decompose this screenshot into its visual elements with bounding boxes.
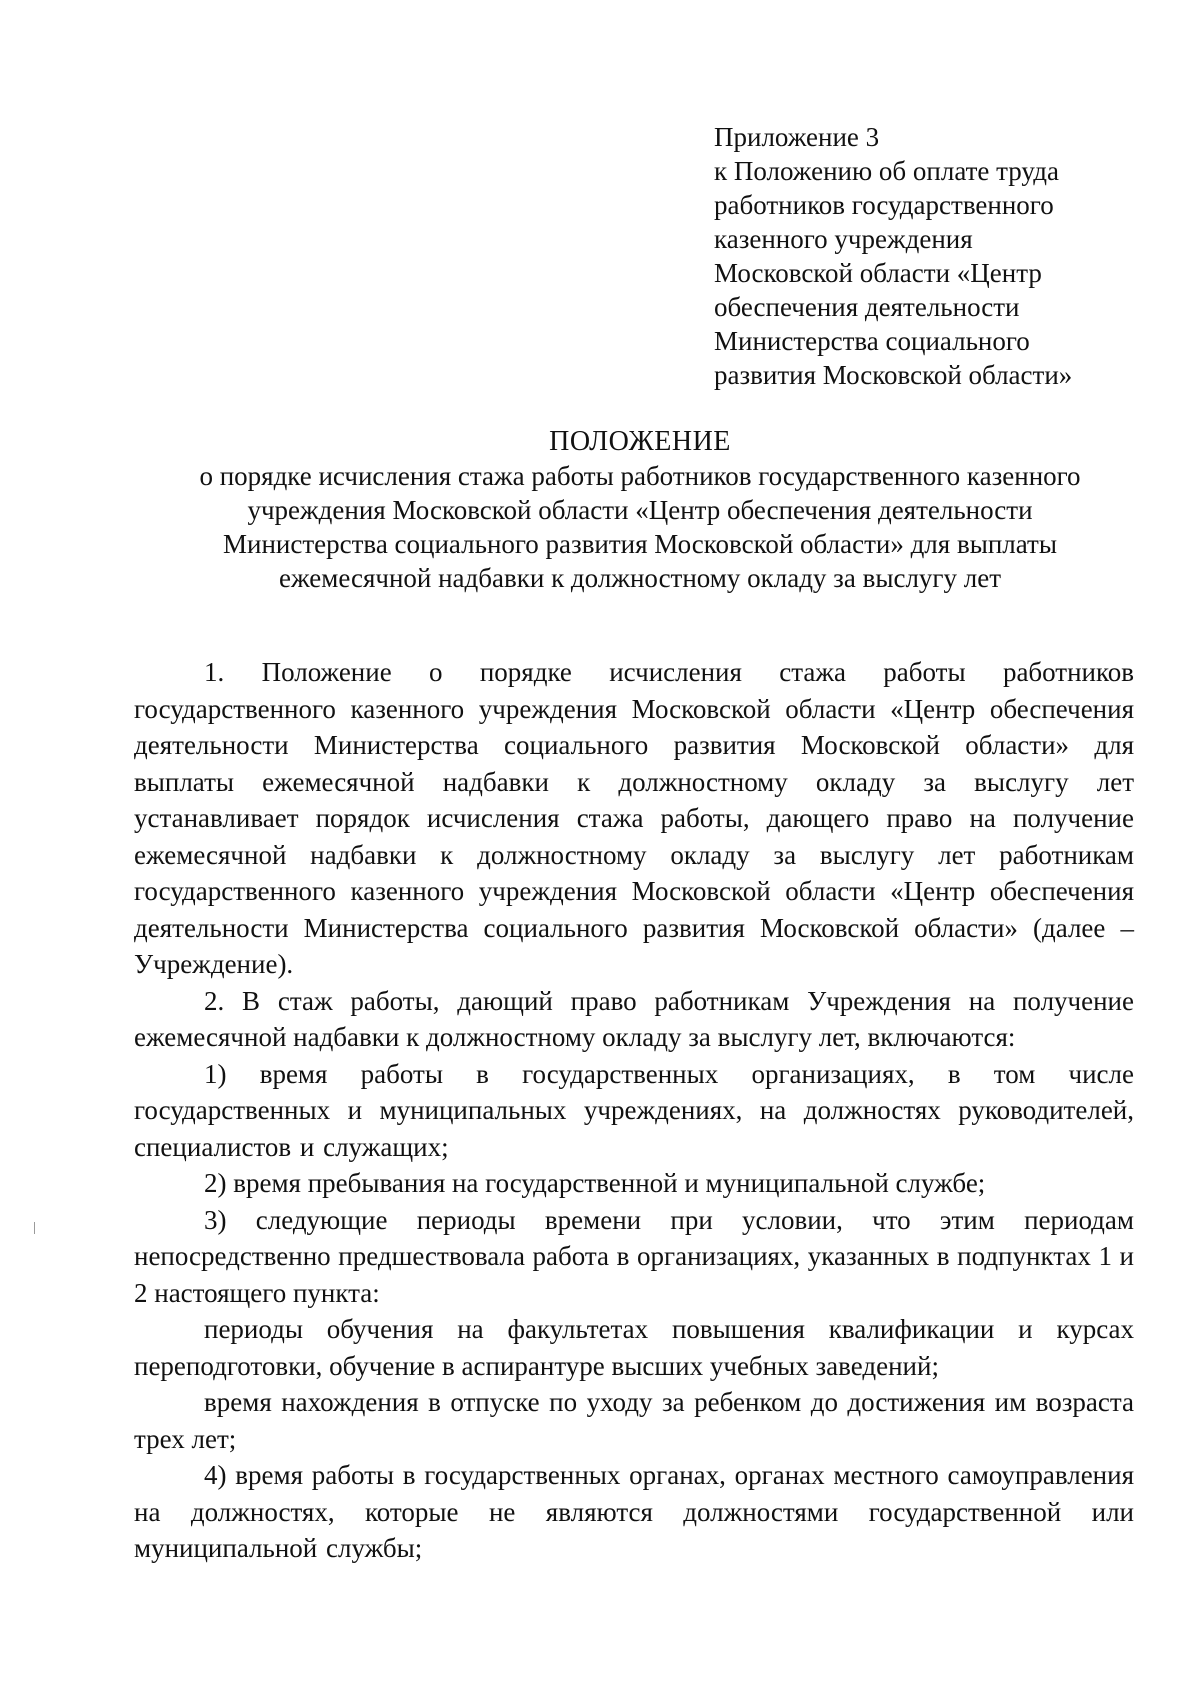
appendix-line: развития Московской области» (714, 360, 1073, 390)
paragraph-2: 2. В стаж работы, дающий право работникам Учреждения на получение ежемесячной надбавки к должностному окладу за выслугу лет, включаются: (134, 985, 1134, 1052)
subtitle-line: учреждения Московской области «Центр обеспечения деятельности (247, 495, 1033, 525)
paragraph-1: 1. Положение о порядке исчисления стажа работы работников государственного казенного учреждения Московской области «Центр обеспечения деятельности Министерства социального развития Московской области» для выплаты ежемесячной надбавки к должностному окладу за выслугу лет устанавливает порядок исчисления стажа работы, дающего право на получение ежемесячной надбавки к должностному окладу за выслугу лет работникам государственного казенного учреждения Московской области «Центр обеспечения деятельности Министерства социального развития Московской области» (далее – Учреждение). (134, 657, 1134, 979)
document-heading (150, 425, 1130, 595)
subitem-3-leave: время нахождения в отпуске по уходу за ребенком до достижения им возраста трех лет; (134, 1387, 1134, 1454)
subitem-1: 1) время работы в государственных организациях, в том числе государственных и муниципальных учреждениях, на должностях руководителей, специалистов и служащих; (134, 1058, 1134, 1162)
subitem-4: 4) время работы в государственных органах, органах местного самоуправления на должностях, которые не являются должностями государственной или муниципальной службы; (134, 1460, 1134, 1563)
subitem-3-study: периоды обучения на факультетах повышения квалификации и курсах переподготовки, обучение в аспирантуре высших учебных заведений; (134, 1314, 1134, 1381)
subtitle-line: Министерства социального развития Московской области» для выплаты (223, 529, 1057, 559)
appendix-line: работников государственного (714, 190, 1054, 220)
appendix-line: обеспечения деятельности (714, 292, 1020, 322)
appendix-line: казенного учреждения (714, 224, 973, 254)
appendix-line: Московской области «Центр (714, 258, 1042, 288)
subtitle-line: ежемесячной надбавки к должностному окладу за выслугу лет (278, 563, 1002, 593)
appendix-line: Приложение 3 (714, 122, 880, 152)
scan-mark (34, 1222, 35, 1234)
subitem-2: 2) время пребывания на государственной и муниципальной службе; (204, 1168, 986, 1198)
subitem-3: 3) следующие периоды времени при условии, что этим периодам непосредственно предшествовала работа в организациях, указанных в подпунктах 1 и 2 настоящего пункта: (134, 1204, 1134, 1308)
appendix-line: к Положению об оплате труда (714, 156, 1059, 186)
document-title: ПОЛОЖЕНИЕ (549, 426, 731, 457)
subtitle-line: о порядке исчисления стажа работы работников государственного казенного (199, 461, 1081, 491)
appendix-block (714, 120, 1134, 392)
document-body (134, 654, 1134, 1567)
appendix-line: Министерства социального (714, 326, 1030, 356)
